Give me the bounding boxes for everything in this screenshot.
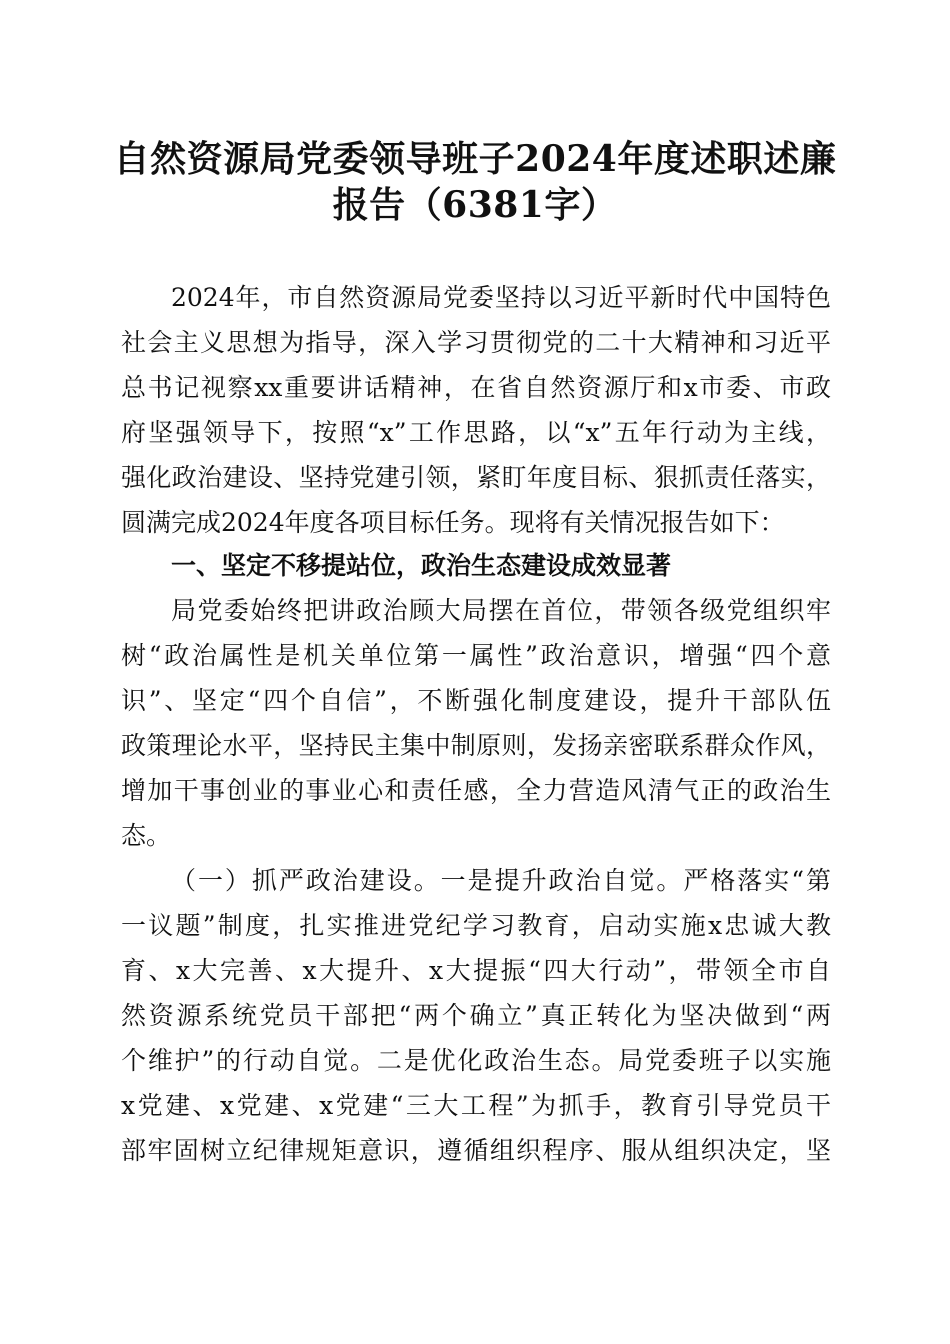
paragraph-3-line: 然资源系统党员干部把“两个确立”真正转化为坚决做到“两 <box>121 1001 831 1030</box>
paragraph-2-line: 政策理论水平，坚持民主集中制原则，发扬亲密联系群众作风， <box>121 731 831 760</box>
section-heading-1: 一、坚定不移提站位，政治生态建设成效显著 <box>171 551 672 580</box>
paragraph-3-line: 部牢固树立纪律规矩意识，遵循组织程序、服从组织决定，坚 <box>121 1136 831 1165</box>
paragraph-2-line: 识”、坚定“四个自信”，不断强化制度建设，提升干部队伍 <box>121 686 831 715</box>
paragraph-1-line: 2024年，市自然资源局党委坚持以习近平新时代中国特色 <box>171 283 831 312</box>
paragraph-1-line: 强化政治建设、坚持党建引领，紧盯年度目标、狠抓责任落实， <box>121 463 831 492</box>
document-title-line-1: 自然资源局党委领导班子2024年度述职述廉 <box>113 138 837 180</box>
paragraph-1-line: 社会主义思想为指导，深入学习贯彻党的二十大精神和习近平 <box>121 328 831 357</box>
document-title-line-2: 报告（6381字） <box>332 184 618 226</box>
paragraph-3-line: 一议题”制度，扎实推进党纪学习教育，启动实施x忠诚大教 <box>121 911 831 940</box>
paragraph-1-line: 圆满完成2024年度各项目标任务。现将有关情况报告如下： <box>121 508 785 537</box>
paragraph-3-line: （一）抓严政治建设。一是提升政治自觉。严格落实“第 <box>171 866 831 895</box>
paragraph-2-line: 树“政治属性是机关单位第一属性”政治意识，增强“四个意 <box>121 641 831 670</box>
paragraph-2-line: 态。 <box>121 821 172 850</box>
paragraph-1-line: 府坚强领导下，按照“x”工作思路，以“x”五年行动为主线， <box>121 418 831 447</box>
paragraph-3-line: 育、x大完善、x大提升、x大提振“四大行动”，带领全市自 <box>121 956 831 985</box>
paragraph-1-line: 总书记视察xx重要讲话精神，在省自然资源厅和x市委、市政 <box>121 373 831 402</box>
paragraph-2-line: 局党委始终把讲政治顾大局摆在首位，带领各级党组织牢 <box>171 596 831 625</box>
paragraph-3-line: x党建、x党建、x党建“三大工程”为抓手，教育引导党员干 <box>121 1091 831 1120</box>
paragraph-3-line: 个维护”的行动自觉。二是优化政治生态。局党委班子以实施 <box>121 1046 831 1075</box>
paragraph-2-line: 增加干事创业的事业心和责任感，全力营造风清气正的政治生 <box>121 776 831 805</box>
